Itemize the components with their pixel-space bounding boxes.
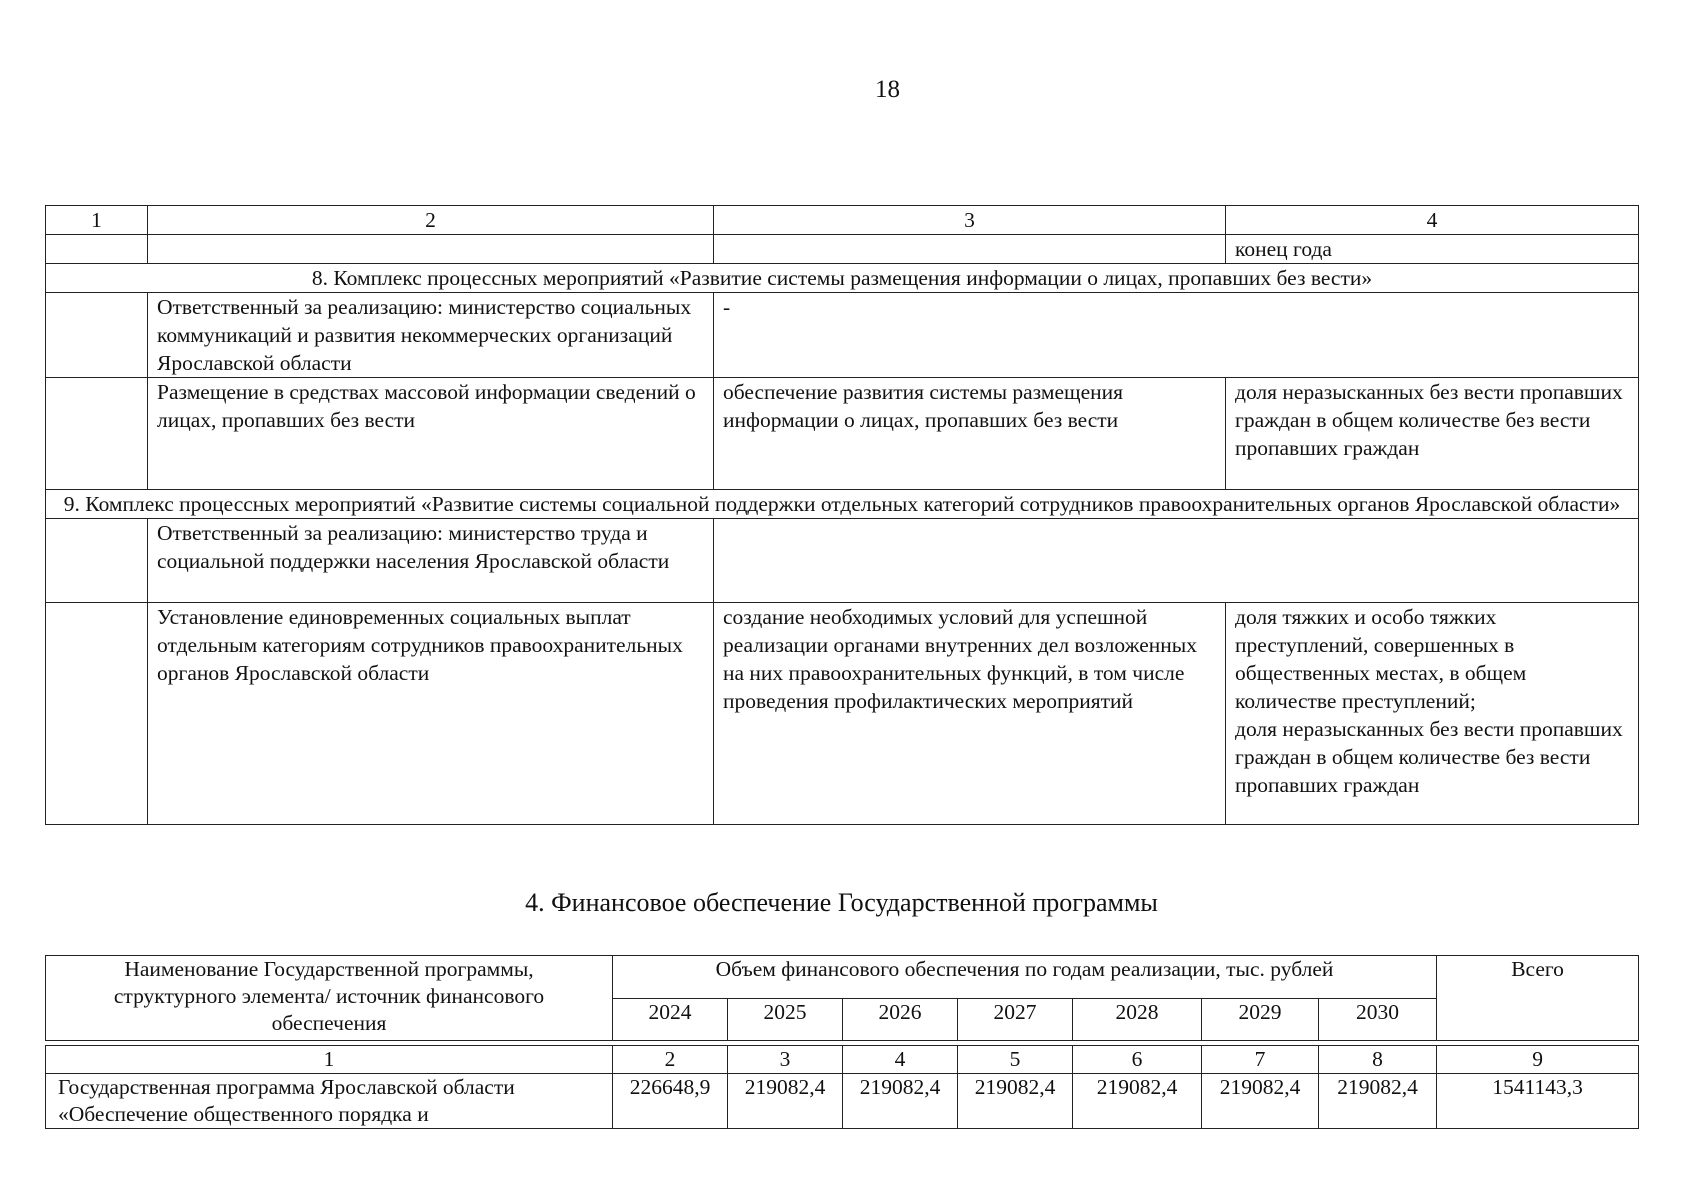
section-row [46,490,1639,519]
table-header-row [46,206,1639,235]
value-cell: 219082,4 [843,1074,958,1129]
empty-cell [46,293,148,378]
page-number: 18 [875,76,900,103]
table-cell: Установление единовременных социальных выплат отдельным категориям сотрудников правоохранительных органов Ярославской области [148,603,714,825]
year-header: 2030 [1319,998,1437,1041]
column-number: 2 [613,1046,728,1074]
table-cell: конец года [1226,235,1639,264]
empty-cell [714,519,1639,603]
total-cell: 1541143,3 [1437,1074,1639,1129]
year-header: 2024 [613,998,728,1041]
table-cell: Ответственный за реализацию: министерство труда и социальной поддержки населения Ярославской области [148,519,714,603]
table-row [46,519,1639,603]
indicator-text: доля тяжких и особо тяжких преступлений, совершенных в общественных местах, в общем количестве преступлений; [1235,605,1527,713]
header-cell: 2 [148,206,714,235]
section-8-title: 8. Комплекс процессных мероприятий «Развитие системы размещения информации о лицах, пропавших без вести» [46,264,1639,293]
section-heading: 4. Финансовое обеспечение Государственной программы [525,888,1158,917]
empty-cell [714,235,1226,264]
value-cell: 219082,4 [1202,1074,1319,1129]
financing-table [45,955,1639,1129]
table-cell: создание необходимых условий для успешной реализации органами внутренних дел возложенных на них правоохранительных функций, в том числе проведения профилактических мероприятий [714,603,1226,825]
empty-cell [46,519,148,603]
header-cell: 3 [714,206,1226,235]
value-cell: 219082,4 [1319,1074,1437,1129]
year-header: 2025 [728,998,843,1041]
value-cell: 219082,4 [728,1074,843,1129]
table-cell [1226,603,1639,825]
table-cell: Размещение в средствах массовой информации сведений о лицах, пропавших без вести [148,378,714,490]
column-number: 7 [1202,1046,1319,1074]
value-cell: 219082,4 [1073,1074,1202,1129]
header-cell: 1 [46,206,148,235]
table-row [46,1074,1639,1129]
table-row [46,378,1639,490]
empty-cell [148,235,714,264]
section-row [46,264,1639,293]
section-9-title: 9. Комплекс процессных мероприятий «Развитие системы социальной поддержки отдельных категорий сотрудников правоохранительных органов Ярославской области» [46,490,1639,519]
empty-cell [46,378,148,490]
empty-cell [46,235,148,264]
empty-cell [46,603,148,825]
year-header: 2027 [958,998,1073,1041]
column-number-row [46,1046,1639,1074]
table-header-row [46,956,1639,999]
value-cell: 226648,9 [613,1074,728,1129]
name-header: Наименование Государственной программы, структурного элемента/ источник финансового обеспечения [46,956,613,1041]
table-row [46,603,1639,825]
year-header: 2028 [1073,998,1202,1041]
column-number: 1 [46,1046,613,1074]
year-header: 2029 [1202,998,1319,1041]
activities-table [45,205,1639,825]
volume-header: Объем финансового обеспечения по годам реализации, тыс. рублей [613,956,1437,999]
table-cell: обеспечение развития системы размещения информации о лицах, пропавших без вести [714,378,1226,490]
table-row [46,293,1639,378]
total-header: Всего [1437,956,1639,1041]
column-number: 9 [1437,1046,1639,1074]
column-number: 6 [1073,1046,1202,1074]
column-number: 4 [843,1046,958,1074]
table-cell: Ответственный за реализацию: министерство социальных коммуникаций и развития некоммерческих организаций Ярославской области [148,293,714,378]
table-cell: - [714,293,1639,378]
header-cell: 4 [1226,206,1639,235]
column-number: 8 [1319,1046,1437,1074]
column-number: 3 [728,1046,843,1074]
indicator-text: доля неразысканных без вести пропавших граждан в общем количестве без вести пропавших граждан [1235,717,1623,797]
table-cell: доля неразысканных без вести пропавших граждан в общем количестве без вести пропавших граждан [1226,378,1639,490]
column-number: 5 [958,1046,1073,1074]
year-header: 2026 [843,998,958,1041]
program-name: Государственная программа Ярославской области «Обеспечение общественного порядка и [46,1074,613,1129]
table-row [46,235,1639,264]
value-cell: 219082,4 [958,1074,1073,1129]
